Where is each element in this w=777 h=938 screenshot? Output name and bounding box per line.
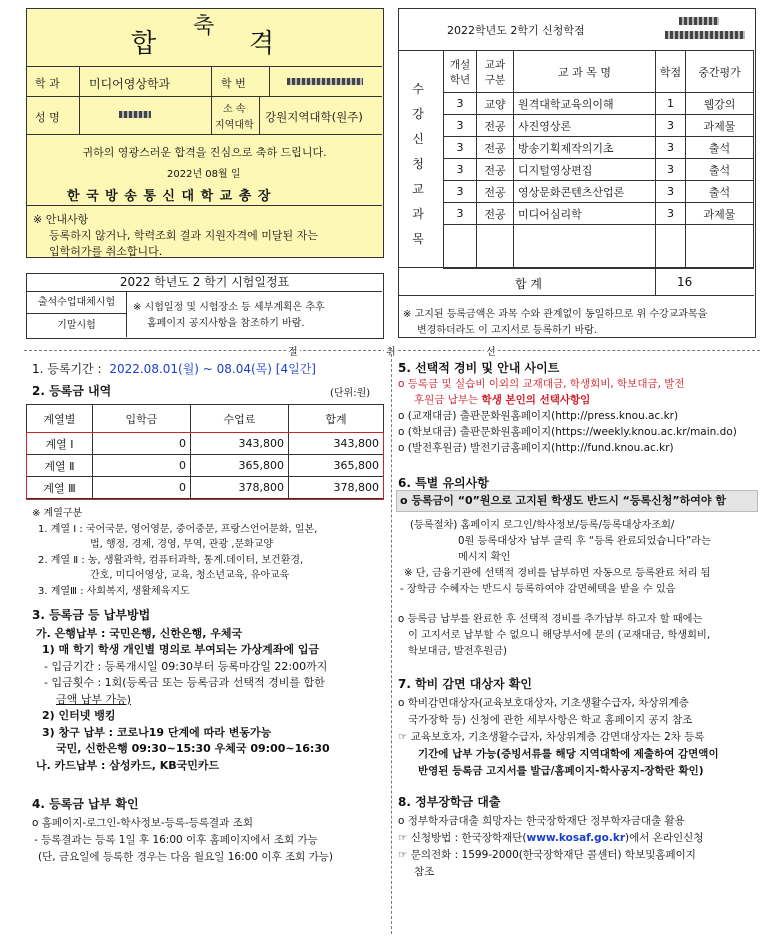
header-eval: 중간평가 (686, 51, 754, 93)
dept-label: 학 과 (35, 77, 60, 90)
notice-row-name (27, 97, 382, 135)
notice-row-dept (27, 67, 382, 97)
president-signature: 한 국 방 송 통 신 대 학 교 총 장 (67, 189, 272, 204)
fee-header-total: 합계 (289, 405, 384, 433)
admission-notice (26, 8, 384, 258)
course-note-2: 변경하더라도 이 고지서로 등록하기 바람. (417, 325, 598, 336)
guide-title: ※ 안내사항 (33, 213, 89, 226)
total-label: 합 계 (515, 277, 542, 291)
optional-fees: 5. 선택적 경비 및 안내 사이트 o 등록금 및 실습비 이외의 교재대금, 학생회비, 학보대금, 발전 후원금 납부는 학생 본인의 선택사항임 o (교재대금) 출판문화원홈페이지(http://press.knou.ac.kr) o (학보대금) 출판문화원홈페이지(https://weekly.knou.ac.kr/main.do) o (발전후원금) 발전기금홈페이지(http://fund.knou.ac.kr) (398, 360, 758, 456)
student-id-label: 학 번 (221, 77, 246, 90)
table-row: 3 전공 사진영상론 3 과제물 (444, 115, 754, 137)
optional-fee-emphasis: 학생 본인의 선택사항임 (481, 394, 591, 406)
course-registration (398, 8, 756, 338)
region-value: 강원지역대학(원주) (265, 110, 363, 124)
payment-method: 3. 등록금 등 납부방법 가. 은행납부 : 국민은행, 신한은행, 우체국 1) 매 학기 학생 개인별 명의로 부여되는 가상계좌에 입금 - 입금기간 : 등록개시일 09:30부터 등록마감일 22:00까지 - 입금횟수 : 1회(등록금 또는 등록금과 선택적 경비를 합한 금액 납부 가능) 2) 인터넷 뱅킹 3) 창구 납부 : 코로나19 단계에 따라 변동가능 국민, 신한은행 09:30~15:30 우체국 09:00~16:30 나. 카드납부 : 삼성카드, KB국민카드 (32, 608, 330, 772)
fee-unit: (단위:원) (330, 388, 371, 399)
header-type: 교과 구분 (477, 51, 514, 93)
exam-schedule (26, 273, 384, 339)
name-redacted (119, 111, 151, 118)
category-info: ※ 계열구분 1. 계열 Ⅰ : 국어국문, 영어영문, 중어중문, 프랑스언어문화, 일본, 법, 행정, 경제, 경영, 무역, 관광 ,문화교양 2. 계열 Ⅱ : 농, 생활과학, 컴퓨터과학, 통계.데이터, 보건환경, 간호, 미디어영상, 교육, 청소년교육, 유아교육 3. 계열Ⅲ : 사회복지, 생활체육지도 (32, 508, 318, 597)
fee-header-category: 계열별 (27, 405, 93, 433)
link-fund[interactable]: o (발전후원금) 발전기금홈페이지(http://fund.knou.ac.kr) (398, 442, 674, 454)
fee-header-entry: 입학금 (93, 405, 191, 433)
cut-label-3: 선 (484, 343, 498, 358)
government-loan: 8. 정부장학금 대출 o 정부학자금대출 희망자는 한국장학재단 정부학자금대출 활용 ☞ 신청방법 : 한국장학재단(www.kosaf.go.kr)에서 온라인신청 ☞ 문의전화 : 1599-2000(한국장학재단 콜센터) 학보및홈페이지 참조 (398, 795, 704, 878)
tuition-reduction: 7. 학비 감면 대상자 확인 o 학비감면대상자(교육보호대상자, 기초생활수급자, 차상위계층 국가장학 등) 신청에 관한 세부사항은 학교 홈페이지 공지 참조 ☞ 교육보호자, 기초생활수급자, 차상위계층 감면대상자는 2차 등록 기간에 납부 가능(증빙서류를 해당 지역대학에 제출하여 감면액이 반영된 등록금 고지서를 발급/홈페이지-학사공지-장학란 확인) (398, 677, 719, 777)
course-table-title: 2022학년도 2학기 신청학점 (447, 24, 585, 37)
student-id-redacted (287, 78, 363, 85)
notice-title-char-3: 격 (249, 29, 275, 59)
table-row: 3 전공 영상문화콘텐츠산업론 3 출석 (444, 181, 754, 203)
header-logo-blurred (651, 9, 755, 50)
region-label-bottom: 지역대학 (215, 120, 254, 131)
zero-fee-notice: o 등록금이 “0”원으로 고지된 학생도 반드시 “등록신청”하여야 함 (396, 490, 758, 512)
header-credit: 학점 (656, 51, 686, 93)
registration-period (32, 360, 316, 377)
cut-label-1: 절 (286, 343, 300, 358)
cut-line-vertical (391, 354, 392, 934)
table-row: 계열 Ⅱ 0 365,800 365,800 (27, 455, 384, 477)
optional-fee-note: 후원금 납부는 (414, 394, 482, 406)
dept-value: 미디어영상학과 (89, 77, 171, 91)
total-credits: 16 (677, 275, 693, 289)
congrats-text: 귀하의 영광스러운 합격을 진심으로 축하 드립니다. (82, 146, 327, 159)
payment-confirm: 4. 등록금 납부 확인 o 홈페이지-로그인-학사정보-등록-등록결과 조회 - 등록결과는 등록 1일 후 16:00 이후 홈페이지에서 조회 가능 (단, 금요일에 등록한 경우는 다음 월요일 16:00 이후 조회 가능) (32, 797, 333, 863)
link-textbook[interactable]: o (교재대금) 출판문화원홈페이지(http://press.knou.ac.kr) (398, 410, 679, 422)
additional-payment-note: o 등록금 납부를 완료한 후 선택적 경비를 추가납부 하고자 할 때에는 이 고지서로 납부할 수 없으니 해당부서에 문의 (교재대금, 학생회비, 학보대금, 발전후원금) (398, 614, 711, 657)
table-row: 3 전공 방송기획제작의기초 3 출석 (444, 137, 754, 159)
period-label: 1. 등록기간 : (32, 362, 102, 376)
exam-schedule-title: 2022 학년도 2 학기 시험일정표 (27, 274, 382, 292)
zero-fee-procedure: (등록절차) 홈페이지 로그인/학사정보/등록/등록대상자조회/ 0원 등록대상자 납부 클릭 후 “등록 완료되었습니다”라는 메시지 확인 ※ 단, 금융기관에 선택적 경비를 납부하면 자동으로 등록완료 처리 됨 - 장학금 수혜자는 반드시 등록하여야 감면혜택을 받을 수 있음 (400, 520, 711, 595)
course-side-label: 수 강 신 청 교 과 목 (412, 82, 424, 246)
exam-note-2: 홈페이지 공지사항을 참조하기 바람. (147, 318, 305, 329)
table-row: 3 전공 디지털영상편집 3 출석 (444, 159, 754, 181)
guide-text-2: 입학허가를 취소합니다. (49, 245, 163, 258)
period-value: 2022.08.01(월) ~ 08.04(목) [4일간] (109, 362, 316, 376)
exam-note-1: ※ 시험일정 및 시험장소 등 세부계획은 추후 (133, 302, 325, 313)
region-label-top: 소 속 (223, 104, 246, 115)
exam-row-substitute: 출석수업대체시험 (27, 292, 127, 314)
course-note-1: ※ 고지된 등록금액은 과목 수와 관계없이 동일하므로 위 수강교과목을 (403, 309, 708, 320)
table-row: 계열 Ⅲ 0 378,800 378,800 (27, 477, 384, 499)
fee-highlight-frame (26, 432, 384, 500)
table-row: 계열 Ⅰ 0 343,800 343,800 (27, 433, 384, 455)
notice-title (27, 9, 382, 67)
guide-text-1: 등록하지 않거나, 학력조회 결과 지원자격에 미달된 자는 (49, 229, 318, 242)
notice-title-char-2: 축 (193, 14, 215, 39)
header-year: 개설 학년 (444, 51, 477, 93)
notice-date: 2022년 08월 일 (167, 169, 241, 180)
special-notes-title: 6. 특별 유의사항 (398, 476, 489, 490)
table-row: 3 교양 원격대학교육의이해 1 웹강의 (444, 93, 754, 115)
kosaf-link[interactable]: www.kosaf.go.kr (526, 832, 626, 844)
name-label: 성 명 (35, 111, 60, 124)
table-row-empty (444, 225, 754, 269)
course-table (443, 50, 754, 269)
link-weekly[interactable]: o (학보대금) 출판문화원홈페이지(https://weekly.knou.ac.kr/main.do) (398, 426, 737, 438)
fee-header-tuition: 수업료 (191, 405, 289, 433)
notice-title-char-1: 합 (131, 29, 157, 59)
cut-label-2: 취 (384, 343, 398, 358)
fee-section-title: 2. 등록금 내역 (32, 384, 112, 398)
exam-row-final: 기말시험 (27, 314, 127, 337)
table-row: 3 전공 미디어심리학 3 과제물 (444, 203, 754, 225)
header-course-name: 교 과 목 명 (514, 51, 656, 93)
